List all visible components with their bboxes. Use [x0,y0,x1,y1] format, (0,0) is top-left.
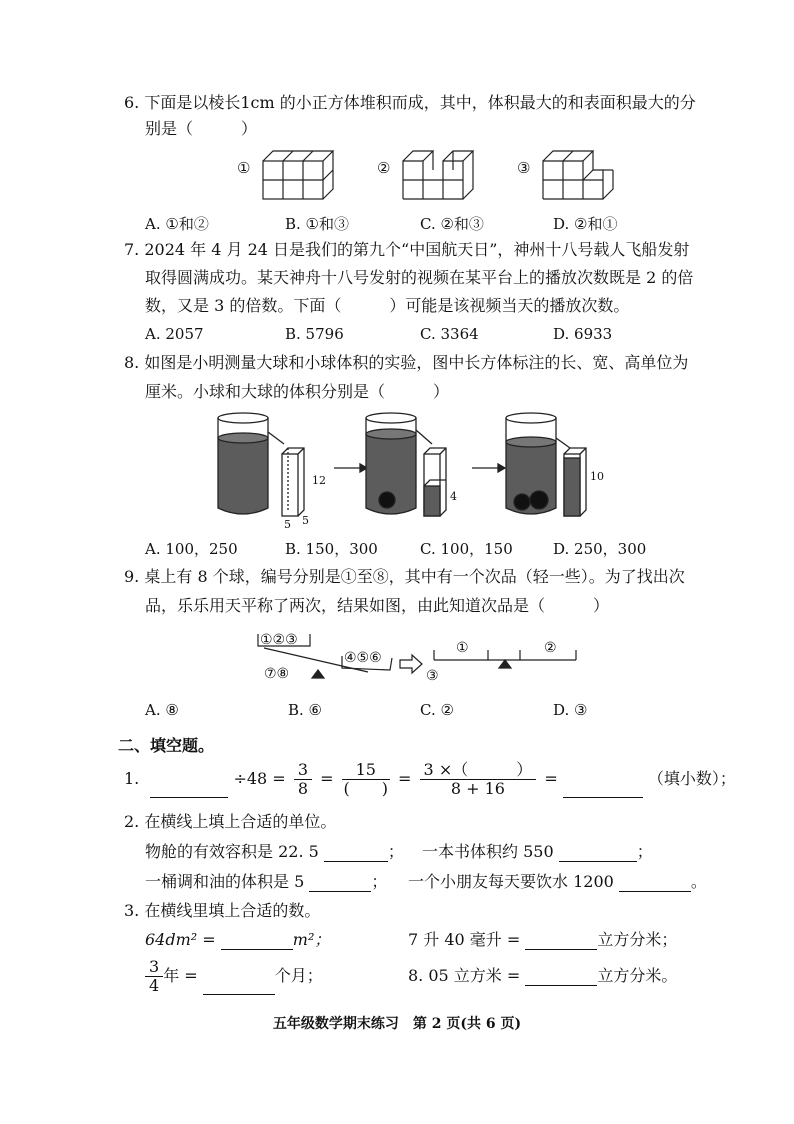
q7-option-b: B. 5796 [285,325,344,343]
label-width-5: 5 [302,514,309,527]
arrow-icon [400,655,422,673]
q7-option-a: A. 2057 [145,325,204,343]
q7-line1: 7. 2024 年 4 月 24 日是我们的第九个“中国航天日”，神州十八号载人飞船发射 [124,240,690,259]
aside-2: ③ [426,668,439,684]
fig-label-1: ① [237,159,251,177]
q6-option-c: C. ②和③ [420,215,484,233]
fraction-3x-24: $\frac{3 \times( )}{8 + 16}$ [420,761,537,798]
beaker-3 [506,413,586,516]
cube-figure-1 [263,151,333,199]
beaker-2 [366,413,446,516]
fill3-blank-a[interactable] [221,933,293,950]
fill3-blank-b[interactable] [525,933,597,950]
fill1-blank-1[interactable] [150,781,228,798]
fill3-title: 3. 在横线里填上合适的数。 [124,901,321,920]
fill3-row2a: $\frac{3}{4}$ 年 = 个月； [145,958,323,995]
q9-option-b: B. ⑥ [288,701,323,719]
fill2-blank-d[interactable] [619,875,691,892]
q9-line1: 9. 桌上有 8 个球，编号分别是①至⑧，其中有一个次品（轻一些）。为了找出次 [124,567,685,586]
fill1-line: 1. ÷48 = $\frac{3}{8}$ = $\frac{15}{( )}$ = $\frac{3 \times( )}{8 + 16}$ = （填小数）； [124,760,736,798]
label-height-10: 10 [590,470,604,483]
fraction-3-4: $\frac{3}{4}$ [145,958,163,995]
q8-beaker-figures [210,408,620,533]
q7-line3: 数，又是 3 的倍数。下面（ ）可能是该视频当天的播放次数。 [145,296,630,315]
fill2-blank-a[interactable] [324,845,388,862]
fill2-title: 2. 在横线上填上合适的单位。 [124,812,337,831]
fraction-3-8: $\frac{3}{8}$ [294,761,312,798]
q8-option-a: A. 100，250 [145,540,238,558]
fill1-blank-2[interactable] [563,781,643,798]
fill3-blank-d[interactable] [525,969,597,986]
q9-option-c: C. ② [420,701,454,719]
section-title: 二、填空题。 [118,736,215,755]
page-footer: 五年级数学期末练习 第 2 页(共 6 页) [272,1016,522,1032]
q7-line2: 取得圆满成功。某天神舟十八号发射的视频在某平台上的播放次数既是 2 的倍 [145,268,694,287]
q9-option-a: A. ⑧ [145,701,179,719]
fill2-row1: 物舱的有效容积是 22. 5 ； [145,842,404,861]
fill3-row1b: 7 升 40 毫升 = 立方分米； [408,930,678,949]
q6-option-a: A. ①和② [145,215,209,233]
fill2-row2b: 一个小朋友每天要饮水 1200 。 [408,872,707,891]
fill3-row2b: 8. 05 立方米 = 立方分米。 [408,966,678,985]
q8-option-d: D. 250，300 [553,540,647,558]
q9-line2: 品，乐乐用天平称了两次，结果如图，由此知道次品是（ ） [145,596,610,615]
fig-label-2: ② [377,159,391,177]
label-height-4: 4 [450,490,457,503]
beaker-1 [218,413,304,516]
fill2-blank-b[interactable] [559,845,637,862]
fill2-row2: 一桶调和油的体积是 5 ； [145,872,388,891]
label-length-5: 5 [284,518,291,531]
fill2-blank-c[interactable] [309,875,371,892]
q7-option-c: C. 3364 [420,325,479,343]
pan-right-2: ② [544,640,557,656]
prism-tall-1 [282,448,304,516]
q8-line2: 厘米。小球和大球的体积分别是（ ） [145,382,450,401]
prism-tall-2 [424,448,446,516]
prism-tall-3 [564,448,586,516]
q6-cube-figures [235,145,615,205]
cube-figure-3 [543,151,613,199]
pan-left-2: ① [456,640,469,656]
fraction-15-blank: $\frac{15}{( )}$ [343,760,389,798]
pan-right-1: ④⑤⑥ [344,650,382,666]
pan-left-1: ①②③ [260,632,298,648]
q8-option-c: C. 100，150 [420,540,513,558]
fill2-row1b: 一本书体积约 550 ； [422,842,653,861]
q6-option-d: D. ②和① [553,215,618,233]
q6-line2: 别是（ ） [145,119,258,138]
q6-option-b: B. ①和③ [285,215,350,233]
fill3-blank-c[interactable] [203,978,275,995]
fig-label-3: ③ [517,159,531,177]
cube-figure-2 [403,151,473,199]
q6-line1: 6. 下面是以棱长1cm 的小正方体堆积而成，其中，体积最大的和表面积最大的分 [124,93,696,112]
aside-1: ⑦⑧ [264,666,290,682]
q7-option-d: D. 6933 [553,325,613,343]
fill3-row1a: 64dm² = m²； [145,930,331,949]
q8-line1: 8. 如图是小明测量大球和小球体积的实验，图中长方体标注的长、宽、高单位为 [124,353,689,372]
label-height-12: 12 [312,474,326,487]
q9-balance-figures [250,628,590,686]
q8-option-b: B. 150，300 [285,540,378,558]
q9-option-d: D. ③ [553,701,588,719]
